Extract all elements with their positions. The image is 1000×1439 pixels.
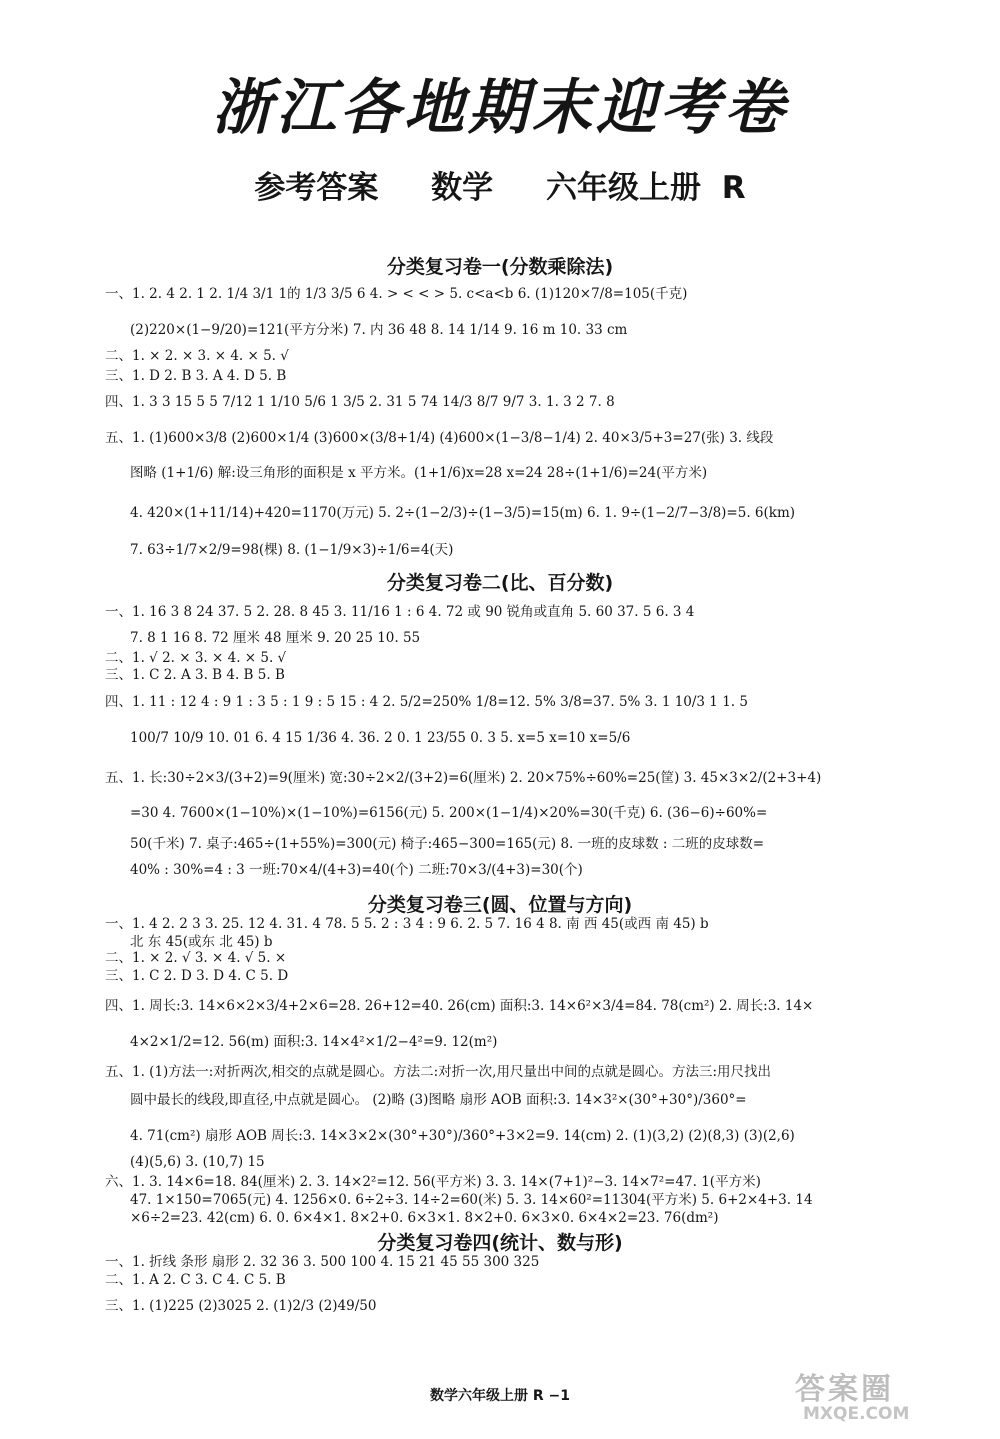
watermark-text: 答案圈 <box>795 1372 894 1407</box>
answer-line: (2)220×(1−9/20)=121(平方分米) 7. 内 36 48 8. 14 1/14 9. 16 m 10. 33 cm <box>130 322 628 338</box>
answer-line: 三、1. D 2. B 3. A 4. D 5. B <box>105 368 287 384</box>
answer-line: 六、1. 3. 14×6=18. 84(厘米) 2. 3. 14×2²=12. 56(平方米) 3. 3. 14×(7+1)²−3. 14×7²=47. 1(平方米) <box>105 1174 761 1190</box>
answer-line: 7. 8 1 16 8. 72 厘米 48 厘米 9. 20 25 10. 55 <box>130 630 421 646</box>
answer-line: 三、1. C 2. D 3. D 4. C 5. D <box>105 968 289 984</box>
section-heading-1: 分类复习卷一(分数乘除法) <box>386 256 614 278</box>
section-heading-4: 分类复习卷四(统计、数与形) <box>377 1232 623 1254</box>
answer-line: (4)(5,6) 3. (10,7) 15 <box>130 1154 265 1170</box>
answer-line: 一、1. 4 2. 2 3 3. 25. 12 4. 31. 4 78. 5 5. 2 : 3 4 : 9 6. 2. 5 7. 16 4 8. 南 西 45(或西 南 45) b <box>105 916 709 932</box>
answer-line: 五、1. (1)600×3/8 (2)600×1/4 (3)600×(3/8+1/4) (4)600×(1−3/8−1/4) 2. 40×3/5+3=27(张) 3. 线段 <box>105 430 774 446</box>
answer-line: 一、1. 2. 4 2. 1 2. 1/4 3/1 1的 1/3 3/5 6 4. > < < > 5. c<a<b 6. (1)120×7/8=105(千克) <box>105 286 688 302</box>
answer-line: 4×2×1/2=12. 56(m) 面积:3. 14×4²×1/2−4²=9. 12(m²) <box>130 1034 498 1050</box>
answer-line: 二、1. A 2. C 3. C 4. C 5. B <box>105 1272 286 1288</box>
answer-line: 五、1. (1)方法一:对折两次,相交的点就是圆心。方法二:对折一次,用尺量出中间的点就是圆心。方法三:用尺找出 <box>105 1064 772 1080</box>
page-footer: 数学六年级上册 R −1 <box>430 1388 570 1404</box>
answer-line: =30 4. 7600×(1−10%)×(1−10%)=6156(元) 5. 200×(1−1/4)×20%=30(千克) 6. (36−6)÷60%= <box>130 805 768 821</box>
answer-line: 四、1. 周长:3. 14×6×2×3/4+2×6=28. 26+12=40. 26(cm) 面积:3. 14×6²×3/4=84. 78(cm²) 2. 周长:3. 14× <box>105 998 814 1014</box>
page-title: 浙江各地期末迎考卷 <box>212 73 788 143</box>
answer-line: 二、1. × 2. × 3. × 4. × 5. √ <box>105 348 289 364</box>
watermark-url: MXQE.COM <box>803 1404 910 1424</box>
answer-line: 一、1. 16 3 8 24 37. 5 2. 28. 8 45 3. 11/16 1 : 6 4. 72 或 90 锐角或直角 5. 60 37. 5 6. 3 4 <box>105 604 695 620</box>
answer-line: 47. 1×150=7065(元) 4. 1256×0. 6÷2÷3. 14÷2=60(米) 5. 3. 14×60²=11304(平方米) 5. 6+2×4+3. 14 <box>130 1192 813 1208</box>
answer-line: 四、1. 3 3 15 5 5 7/12 1 1/10 5/6 1 3/5 2. 31 5 74 14/3 8/7 9/7 3. 1. 3 2 7. 8 <box>105 394 615 410</box>
section-heading-3: 分类复习卷三(圆、位置与方向) <box>367 894 633 916</box>
answer-line: 二、1. × 2. √ 3. × 4. √ 5. × <box>105 950 287 966</box>
answer-line: 4. 71(cm²) 扇形 AOB 周长:3. 14×3×2×(30°+30°)/360°+3×2=9. 14(cm) 2. (1)(3,2) (2)(8,3) (3)(2,6) <box>130 1128 795 1144</box>
answer-line: 三、1. C 2. A 3. B 4. B 5. B <box>105 667 285 683</box>
answer-line: ×6÷2=23. 42(cm) 6. 0. 6×4×1. 8×2+0. 6×3×1. 8×2+0. 6×3×0. 6×4×2=23. 76(dm²) <box>130 1210 719 1226</box>
answer-line: 50(千米) 7. 桌子:465÷(1+55%)=300(元) 椅子:465−300=165(元) 8. 一班的皮球数 : 二班的皮球数= <box>130 836 765 852</box>
subtitle-answer: 参考答案 <box>254 170 379 206</box>
answer-line: 四、1. 11 : 12 4 : 9 1 : 3 5 : 1 9 : 5 15 : 4 2. 5/2=250% 1/8=12. 5% 3/8=37. 5% 3. 1 10/3 1 1. 5 <box>105 694 748 710</box>
answer-line: 7. 63÷1/7×2/9=98(棵) 8. (1−1/9×3)÷1/6=4(天) <box>130 542 454 558</box>
subtitle-grade: 六年级上册 R <box>545 170 746 206</box>
answer-line: 图略 (1+1/6) 解:设三角形的面积是 x 平方米。(1+1/6)x=28 x=24 28÷(1+1/6)=24(平方米) <box>130 465 708 481</box>
section-heading-2: 分类复习卷二(比、百分数) <box>386 572 614 594</box>
answer-line: 五、1. 长:30÷2×3/(3+2)=9(厘米) 宽:30÷2×2/(3+2)=6(厘米) 2. 20×75%÷60%=25(筐) 3. 45×3×2/(2+3+4) <box>105 770 822 786</box>
answer-line: 100/7 10/9 10. 01 6. 4 15 1/36 4. 36. 2 0. 1 23/55 0. 3 5. x=5 x=10 x=5/6 <box>130 730 631 746</box>
answer-line: 40% : 30%=4 : 3 一班:70×4/(4+3)=40(个) 二班:70×3/(4+3)=30(个) <box>130 862 583 878</box>
answer-line: 三、1. (1)225 (2)3025 2. (1)2/3 (2)49/50 <box>105 1298 377 1314</box>
answer-line: 圆中最长的线段,即直径,中点就是圆心。 (2)略 (3)图略 扇形 AOB 面积:3. 14×3²×(30°+30°)/360°= <box>130 1092 747 1108</box>
answer-line: 北 东 45(或东 北 45) b <box>130 934 273 950</box>
answer-line: 4. 420×(1+11/14)+420=1170(万元) 5. 2÷(1−2/3)÷(1−3/5)=15(m) 6. 1. 9÷(1−2/7−3/8)=5. 6(km) <box>130 505 796 521</box>
answer-line: 二、1. √ 2. × 3. × 4. × 5. √ <box>105 650 287 666</box>
subtitle <box>0 162 1000 207</box>
answer-line: 一、1. 折线 条形 扇形 2. 32 36 3. 500 100 4. 15 21 45 55 300 325 <box>105 1254 540 1270</box>
watermark-logo <box>795 1360 975 1430</box>
subtitle-subject: 数学 <box>431 170 494 206</box>
